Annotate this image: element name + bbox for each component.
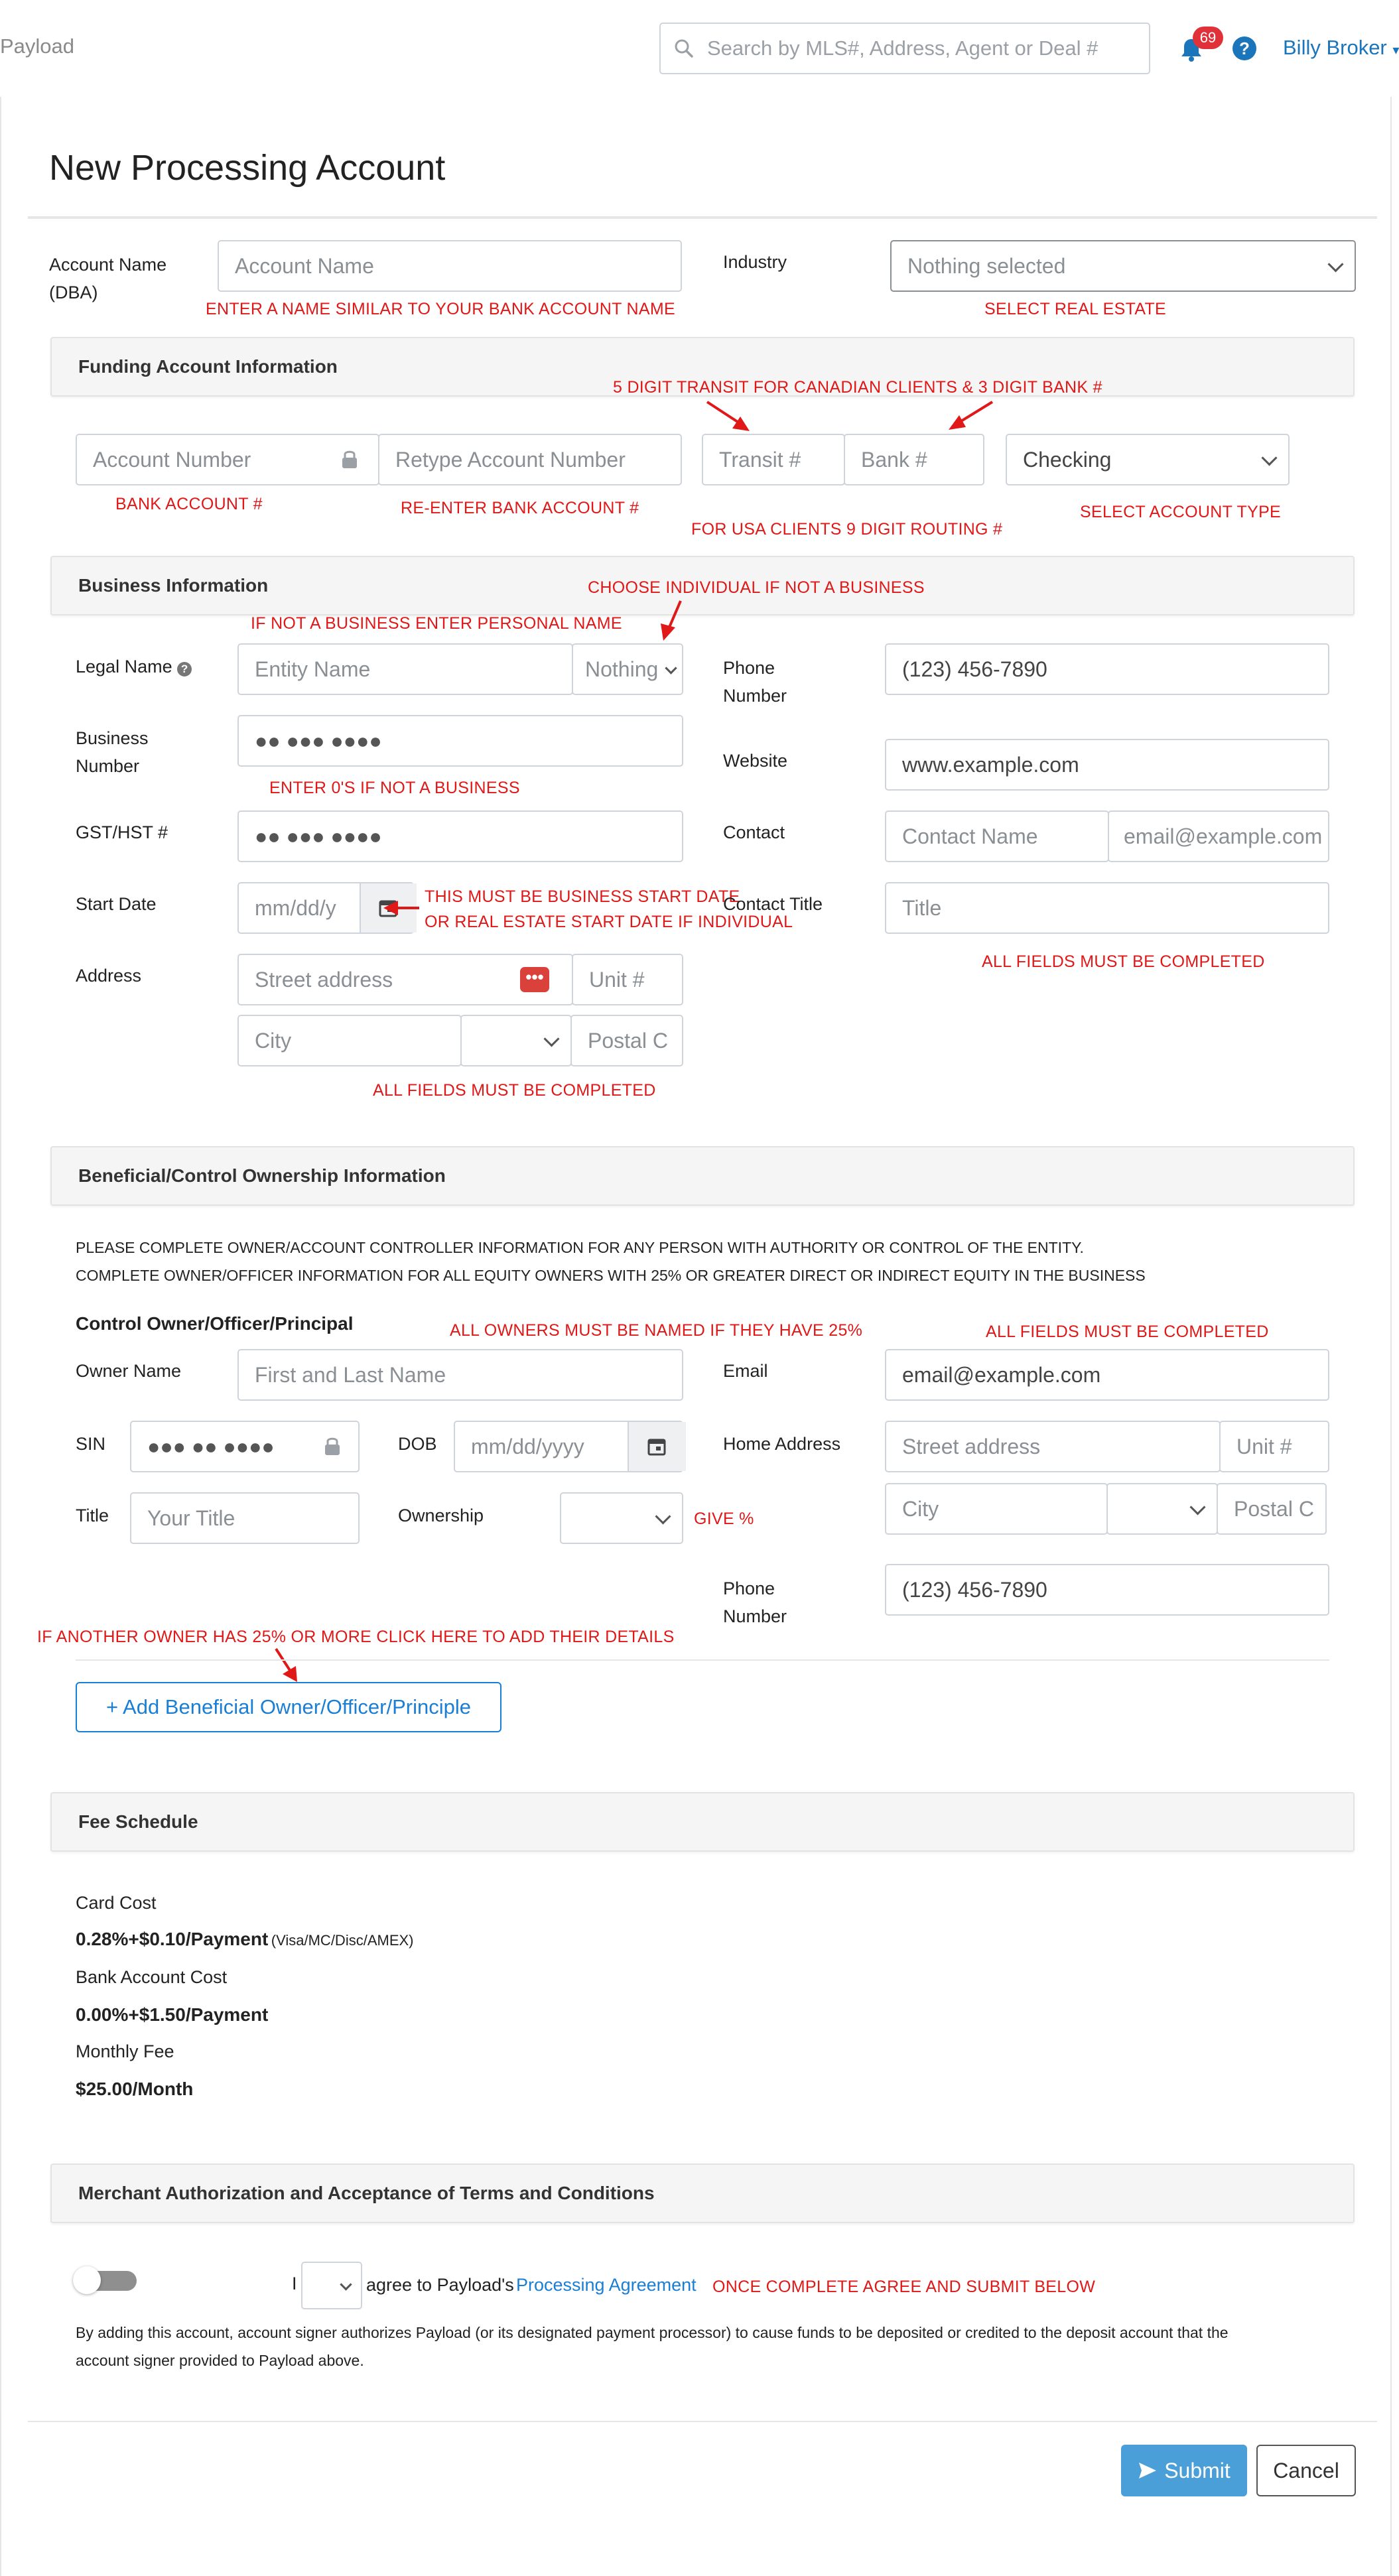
transit-input[interactable] (702, 434, 845, 485)
agree-i-label: I (292, 2274, 297, 2293)
legal-name-label-text: Legal Name (76, 657, 172, 676)
start-date-label: Start Date (76, 894, 157, 914)
legal-name-label (76, 657, 192, 677)
city-input[interactable] (237, 1015, 462, 1066)
home-unit-placeholder: Unit # (1236, 1434, 1292, 1458)
user-name: Billy Broker (1283, 36, 1387, 59)
owner-title-input[interactable] (130, 1492, 360, 1544)
home-postal-placeholder: Postal C (1234, 1496, 1314, 1521)
section-business-title: Business Information (78, 575, 269, 596)
contact-name-input[interactable] (885, 810, 1109, 862)
cancel-button[interactable] (1256, 2445, 1356, 2496)
start-date-placeholder: mm/dd/y (255, 895, 336, 920)
account-name-input[interactable] (218, 240, 682, 292)
contact-name-placeholder: Contact Name (902, 824, 1038, 848)
note-agree-submit: ONCE COMPLETE AGREE AND SUBMIT BELOW (712, 2278, 1096, 2296)
calendar-icon (647, 1437, 667, 1456)
owner-divider (76, 1659, 1329, 1661)
dob-label: DOB (398, 1434, 437, 1454)
note-another-owner: IF ANOTHER OWNER HAS 25% OR MORE CLICK HERE TO ADD THEIR DETAILS (37, 1628, 675, 1646)
processing-agreement-link[interactable]: Processing Agreement (516, 2275, 697, 2295)
page-panel-right-border (1390, 97, 1392, 2576)
section-fees-title: Fee Schedule (78, 1811, 198, 1832)
website-label: Website (723, 751, 788, 771)
card-cost-label: Card Cost (76, 1893, 157, 1913)
search-icon (674, 38, 694, 58)
help-icon[interactable]: ? (1232, 36, 1256, 60)
entity-name-input[interactable] (237, 643, 573, 695)
contact-title-placeholder: Title (902, 895, 942, 920)
unit-input[interactable] (572, 954, 683, 1005)
page-panel-left-border (0, 97, 1, 2576)
brand-name[interactable]: Payload (0, 34, 75, 58)
home-street-input[interactable] (885, 1421, 1221, 1472)
send-icon (1138, 2461, 1158, 2480)
unit-placeholder: Unit # (589, 967, 645, 992)
owner-phone-placeholder: (123) 456-7890 (902, 1577, 1047, 1602)
gst-placeholder: ●● ●●● ●●●● (255, 824, 382, 848)
contact-email-input[interactable] (1108, 810, 1329, 862)
note-zeros: ENTER 0'S IF NOT A BUSINESS (269, 779, 520, 797)
search-input[interactable] (659, 23, 1150, 74)
home-unit-input[interactable] (1219, 1421, 1329, 1472)
website-input[interactable] (885, 739, 1329, 791)
home-city-placeholder: City (902, 1496, 939, 1521)
home-street-placeholder: Street address (902, 1434, 1041, 1458)
lock-icon (341, 448, 358, 470)
owner-phone-input[interactable] (885, 1564, 1329, 1616)
section-ownership (50, 1146, 1355, 1206)
note-start-date-2: OR REAL ESTATE START DATE IF INDIVIDUAL (425, 913, 793, 931)
card-cost-row (76, 1929, 414, 1950)
owner-name-placeholder: First and Last Name (255, 1362, 446, 1387)
submit-button[interactable] (1121, 2445, 1247, 2496)
contact-email-placeholder: email@example.com (1124, 824, 1323, 848)
gst-label: GST/HST # (76, 822, 168, 842)
monthly-fee-label: Monthly Fee (76, 2041, 174, 2061)
business-number-input[interactable] (237, 715, 683, 767)
owner-title-label: Title (76, 1506, 109, 1525)
add-beneficial-owner-button[interactable] (76, 1682, 501, 1732)
home-address-label: Home Address (723, 1434, 841, 1454)
disclaimer-line-1: By adding this account, account signer authorizes Payload (or its designated payment processor) to cause funds to be deposited or credited to the deposit account that the (76, 2324, 1229, 2341)
chevron-down-icon (655, 1508, 671, 1524)
entity-name-placeholder: Entity Name (255, 657, 371, 681)
owner-title-placeholder: Your Title (147, 1506, 235, 1530)
note-all-fields-owner: ALL FIELDS MUST BE COMPLETED (986, 1322, 1269, 1341)
entity-type-select[interactable] (572, 643, 683, 695)
notification-count: 69 (1199, 29, 1217, 46)
account-number-input[interactable] (76, 434, 379, 485)
section-funding-title: Funding Account Information (78, 356, 338, 377)
ownership-percent-select[interactable] (560, 1492, 683, 1544)
transit-placeholder: Transit # (719, 447, 801, 472)
page-title: New Processing Account (49, 148, 446, 188)
toggle-knob (73, 2266, 101, 2294)
arrow-entity-type (654, 598, 687, 645)
note-individual: CHOOSE INDIVIDUAL IF NOT A BUSINESS (588, 578, 925, 597)
section-ownership-title: Beneficial/Control Ownership Information (78, 1165, 446, 1186)
owner-email-input[interactable] (885, 1349, 1329, 1401)
control-owner-heading: Control Owner/Officer/Principal (76, 1313, 354, 1334)
note-usa-routing: FOR USA CLIENTS 9 DIGIT ROUTING # (691, 520, 1003, 539)
add-owner-label: + Add Beneficial Owner/Officer/Principle (106, 1695, 471, 1718)
note-account-type: SELECT ACCOUNT TYPE (1080, 503, 1282, 521)
sin-placeholder: ●●● ●● ●●●● (147, 1434, 275, 1458)
account-type-value: Checking (1023, 447, 1112, 472)
lock-icon (324, 1435, 341, 1456)
info-icon: ? (177, 662, 192, 676)
ownership-label: Ownership (398, 1506, 484, 1525)
bank-placeholder: Bank # (861, 447, 927, 472)
calendar-button[interactable] (628, 1422, 686, 1471)
monthly-fee-value: $25.00/Month (76, 2079, 194, 2099)
agree-text: agree to Payload's (366, 2275, 514, 2295)
owner-email-label: Email (723, 1361, 768, 1381)
phone-input[interactable] (885, 643, 1329, 695)
card-cost-note: (Visa/MC/Disc/AMEX) (271, 1932, 414, 1949)
account-number-placeholder: Account Number (93, 447, 251, 472)
arrow-bank (942, 399, 995, 436)
retype-account-placeholder: Retype Account Number (395, 447, 626, 472)
street-address-placeholder: Street address (255, 967, 393, 992)
ownership-description-1: PLEASE COMPLETE OWNER/ACCOUNT CONTROLLER INFORMATION FOR ANY PERSON WITH AUTHORITY OR CONTROL OF THE ENTITY. (76, 1239, 1084, 1256)
title-divider (28, 216, 1377, 219)
submit-label: Submit (1164, 2458, 1231, 2482)
postal-code-placeholder: Postal C (588, 1028, 668, 1053)
contact-title-input[interactable] (885, 882, 1329, 934)
contact-title-label: Contact Title (723, 894, 823, 914)
card-cost-value: 0.28%+$0.10/Payment (76, 1929, 269, 1949)
arrow-transit (703, 398, 756, 438)
arrow-start-date (381, 898, 421, 918)
note-bank-account: BANK ACCOUNT # (115, 495, 263, 513)
province-select[interactable] (460, 1015, 572, 1066)
chevron-down-icon (665, 662, 677, 674)
city-placeholder: City (255, 1028, 292, 1053)
chevron-down-icon (1261, 450, 1277, 466)
note-reenter: RE-ENTER BANK ACCOUNT # (401, 499, 639, 517)
account-type-select[interactable] (1006, 434, 1290, 485)
chevron-down-icon (1189, 1499, 1205, 1515)
business-number-label: Business Number (76, 728, 149, 776)
agree-toggle[interactable] (77, 2271, 137, 2291)
industry-value: Nothing selected (907, 253, 1066, 278)
business-number-placeholder: ●● ●●● ●●●● (255, 728, 382, 753)
agree-select[interactable] (301, 2262, 362, 2309)
phone-label: Phone Number (723, 658, 787, 706)
section-fees (50, 1792, 1355, 1852)
ownership-description-2: COMPLETE OWNER/OFFICER INFORMATION FOR ALL EQUITY OWNERS WITH 25% OR GREATER DIRECT OR INDIRECT EQUITY IN THE BUSINESS (76, 1267, 1146, 1284)
bank-cost-label: Bank Account Cost (76, 1967, 228, 1987)
address-autofill-icon[interactable]: ••• (520, 967, 549, 992)
note-personal-name: IF NOT A BUSINESS ENTER PERSONAL NAME (251, 614, 622, 633)
owner-phone-label: Phone Number (723, 1578, 787, 1626)
note-all-fields-right: ALL FIELDS MUST BE COMPLETED (982, 952, 1265, 971)
cancel-label: Cancel (1273, 2458, 1339, 2482)
note-all-fields-left: ALL FIELDS MUST BE COMPLETED (373, 1081, 656, 1100)
phone-placeholder: (123) 456-7890 (902, 657, 1047, 681)
notification-badge (1193, 27, 1223, 49)
section-terms (50, 2163, 1355, 2223)
dob-input[interactable] (454, 1421, 683, 1472)
note-start-date-1: THIS MUST BE BUSINESS START DATE (425, 887, 740, 906)
entity-type-value: Nothing (585, 657, 659, 681)
chevron-down-icon (1327, 256, 1343, 272)
note-industry: SELECT REAL ESTATE (984, 300, 1167, 318)
home-city-input[interactable] (885, 1483, 1108, 1535)
industry-label: Industry (723, 252, 787, 272)
footer-divider (28, 2421, 1377, 2422)
sin-label: SIN (76, 1434, 106, 1454)
note-transit: 5 DIGIT TRANSIT FOR CANADIAN CLIENTS & 3 DIGIT BANK # (613, 378, 1102, 397)
home-postal-input[interactable] (1217, 1483, 1327, 1535)
owner-name-input[interactable] (237, 1349, 683, 1401)
dob-placeholder: mm/dd/yyyy (471, 1434, 584, 1458)
bank-input[interactable] (844, 434, 984, 485)
note-account-name: ENTER A NAME SIMILAR TO YOUR BANK ACCOUNT NAME (206, 300, 675, 318)
bank-cost-value: 0.00%+$1.50/Payment (76, 2004, 269, 2025)
arrow-add-owner (272, 1646, 305, 1686)
home-province-select[interactable] (1106, 1483, 1218, 1535)
account-name-placeholder: Account Name (235, 253, 374, 278)
account-name-label: Account Name (DBA) (49, 255, 167, 302)
user-menu[interactable] (1283, 36, 1399, 60)
contact-label: Contact (723, 822, 785, 842)
search-placeholder: Search by MLS#, Address, Agent or Deal # (707, 36, 1099, 60)
chevron-down-icon (340, 2278, 352, 2290)
address-label: Address (76, 966, 142, 986)
retype-account-input[interactable] (378, 434, 682, 485)
disclaimer-line-2: account signer provided to Payload above. (76, 2352, 364, 2369)
owner-email-placeholder: email@example.com (902, 1362, 1101, 1387)
industry-select[interactable] (890, 240, 1356, 292)
caret-down-icon: ▾ (1392, 43, 1399, 58)
postal-code-input[interactable] (570, 1015, 683, 1066)
gst-input[interactable] (237, 810, 683, 862)
note-give-percent: GIVE % (694, 1510, 754, 1528)
section-terms-title: Merchant Authorization and Acceptance of Terms and Conditions (78, 2183, 655, 2203)
note-owners-25: ALL OWNERS MUST BE NAMED IF THEY HAVE 25% (450, 1321, 863, 1340)
owner-name-label: Owner Name (76, 1361, 182, 1381)
website-placeholder: www.example.com (902, 752, 1079, 777)
chevron-down-icon (543, 1031, 559, 1047)
